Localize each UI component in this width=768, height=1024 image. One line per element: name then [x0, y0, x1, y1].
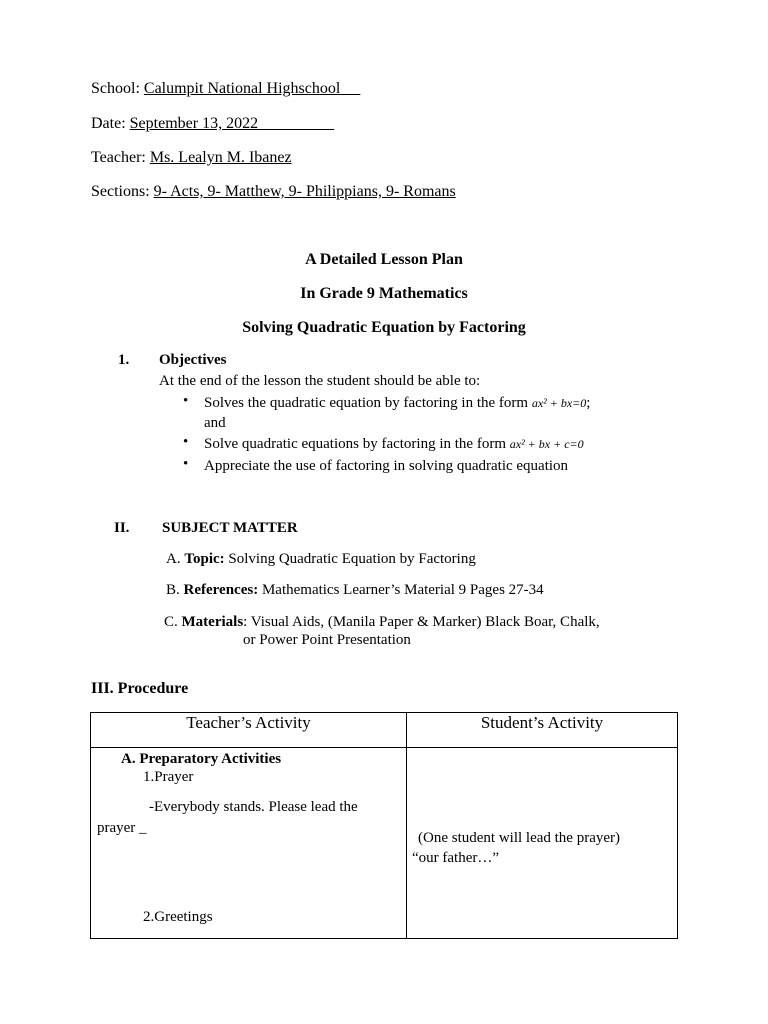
student-cell — [407, 748, 678, 939]
date-line — [91, 114, 334, 134]
materials-line — [164, 612, 600, 632]
objective-text: Solve quadratic equations by factoring in the form — [204, 436, 506, 452]
student-line-2: “our father…” — [412, 850, 500, 866]
topic-line — [166, 549, 476, 569]
ref-prefix: B. — [166, 582, 180, 598]
sections-label: Sections: — [91, 183, 150, 200]
teacher-label: Teacher: — [91, 149, 146, 166]
objectives-intro: At the end of the lesson the student should be able to: — [159, 373, 481, 389]
col-student-header: Student’s Activity — [407, 713, 678, 748]
procedure-heading: III. Procedure — [91, 680, 189, 697]
topic-value: Solving Quadratic Equation by Factoring — [228, 551, 476, 567]
topic-label: Topic: — [184, 551, 225, 567]
date-label: Date: — [91, 115, 126, 132]
objectives-heading: Objectives — [159, 352, 227, 368]
table-row — [91, 748, 678, 939]
greetings-label: 2.Greetings — [143, 909, 213, 925]
table-header-row — [91, 713, 678, 748]
teacher-cell — [91, 748, 407, 939]
sections-value: 9- Acts, 9- Matthew, 9- Philippians, 9- Romans — [153, 183, 456, 200]
sections-line — [91, 182, 456, 202]
bullet-icon: • — [183, 456, 189, 472]
subject-number: II. — [114, 520, 130, 536]
references-line — [166, 580, 544, 600]
ref-label: References: — [183, 582, 259, 598]
teacher-value: Ms. Lealyn M. Ibanez — [149, 149, 292, 166]
objectives-number: 1. — [118, 352, 130, 368]
school-label: School: — [91, 80, 140, 97]
objective-math: ax² + bx + c=0 — [509, 437, 584, 451]
school-underline-pad — [340, 80, 360, 97]
bullet-icon: • — [183, 393, 189, 409]
prep-heading: A. Preparatory Activities — [121, 751, 282, 767]
school-value: Calumpit National Highschool — [143, 80, 341, 97]
objective-item-1-cont: and — [204, 415, 226, 431]
ref-value: Mathematics Learner’s Material 9 Pages 27-34 — [261, 582, 544, 598]
mat-label: Materials — [181, 614, 244, 630]
teacher-line-2: prayer _ — [97, 820, 147, 836]
objective-suffix: ; — [586, 395, 591, 411]
objective-item-3: Appreciate the use of factoring in solving quadratic equation — [204, 458, 569, 474]
bullet-icon: • — [183, 434, 189, 450]
date-underline-pad — [258, 115, 334, 132]
mat-value: : Visual Aids, (Manila Paper & Marker) Black Boar, Chalk, — [243, 614, 600, 630]
col-teacher-header: Teacher’s Activity — [91, 713, 407, 748]
mat-prefix: C. — [164, 614, 178, 630]
teacher-line-1: -Everybody stands. Please lead the — [149, 799, 358, 815]
objective-text: Solves the quadratic equation by factoring in the form — [204, 395, 529, 411]
date-value: September 13, 2022 — [129, 115, 259, 132]
objective-item-2 — [204, 434, 584, 454]
school-line — [91, 79, 360, 99]
topic-prefix: A. — [166, 551, 181, 567]
title-line-3: Solving Quadratic Equation by Factoring — [242, 319, 526, 336]
title-line-2: In Grade 9 Mathematics — [300, 285, 468, 302]
prayer-label: 1.Prayer — [143, 769, 194, 785]
materials-cont: or Power Point Presentation — [243, 632, 411, 648]
student-line-1: (One student will lead the prayer) — [418, 830, 621, 846]
subject-heading: SUBJECT MATTER — [162, 520, 298, 536]
procedure-table — [90, 712, 678, 939]
objective-item-1 — [204, 393, 590, 413]
teacher-line — [91, 148, 292, 168]
title-line-1: A Detailed Lesson Plan — [305, 251, 463, 268]
objective-math: ax² + bx=0 — [531, 396, 587, 410]
